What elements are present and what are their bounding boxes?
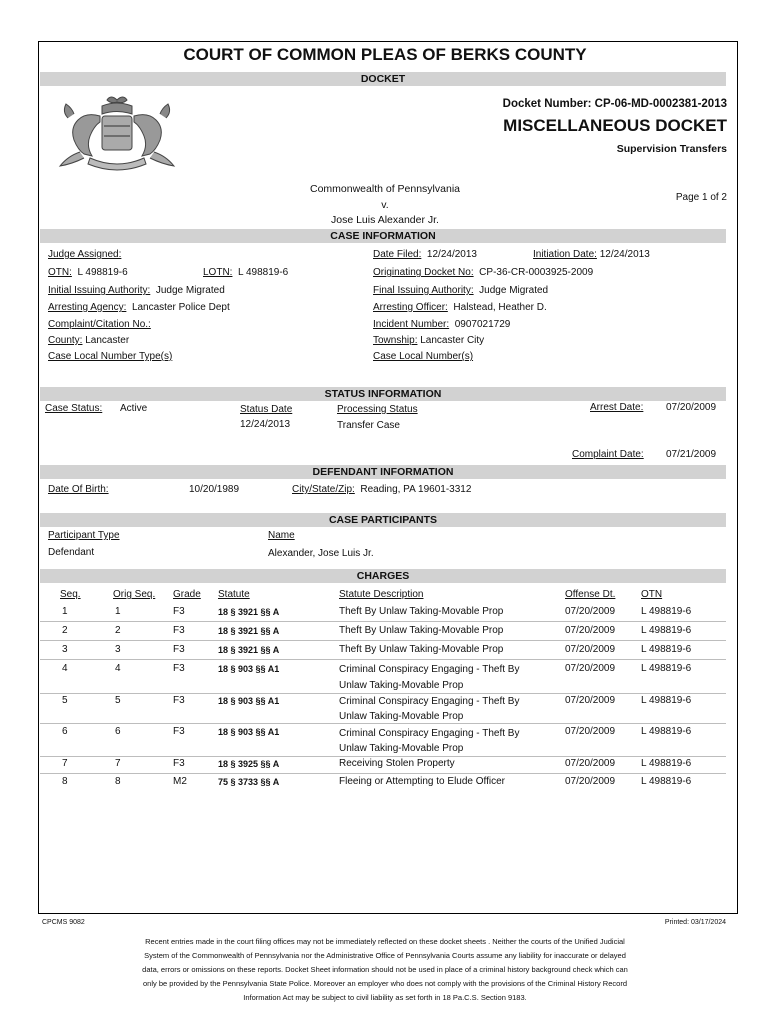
charge-statute: 75 § 3733 §§ A [218, 777, 280, 787]
row-divider [40, 640, 726, 641]
col-offense-date: Offense Dt. [565, 589, 616, 600]
charge-description: Theft By Unlaw Taking-Movable Prop [339, 625, 504, 636]
charge-seq: 2 [62, 625, 68, 636]
charge-orig-seq: 8 [115, 776, 121, 787]
docket-subtitle: Supervision Transfers [616, 143, 727, 155]
disclaimer-line: System of the Commonwealth of Pennsylvania nor the Administrative Office of Pennsylvania Courts assume any liability for inaccurate or delayed [144, 951, 626, 960]
row-divider [40, 773, 726, 774]
charge-description: Receiving Stolen Property [339, 758, 455, 769]
processing-status-value: Transfer Case [337, 420, 400, 431]
initial-authority-field: Initial Issuing Authority: Judge Migrated [48, 285, 225, 296]
charge-seq: 8 [62, 776, 68, 787]
arresting-officer-field: Arresting Officer: Halstead, Heather D. [373, 302, 547, 313]
docket-type: MISCELLANEOUS DOCKET [503, 116, 727, 135]
charge-orig-seq: 6 [115, 726, 121, 737]
charge-offense-date: 07/20/2009 [565, 695, 616, 706]
docket-bar: DOCKET [40, 72, 726, 86]
charge-statute: 18 § 903 §§ A1 [218, 696, 280, 706]
charge-offense-date: 07/20/2009 [565, 776, 616, 787]
charge-seq: 5 [62, 695, 68, 706]
disclaimer [80, 935, 690, 1005]
charge-otn: L 498819-6 [641, 644, 692, 655]
col-statute-description: Statute Description [339, 589, 424, 600]
col-orig-seq: Orig Seq. [113, 589, 156, 600]
charge-grade: F3 [173, 726, 185, 737]
charge-grade: F3 [173, 695, 185, 706]
charge-description: Theft By Unlaw Taking-Movable Prop [339, 606, 504, 617]
caption-line-1: Commonwealth of Pennsylvania [310, 183, 460, 195]
originating-docket-field: Originating Docket No: CP-36-CR-0003925-2009 [373, 267, 594, 278]
date-filed-field: Date Filed: 12/24/2013 [373, 249, 477, 260]
charge-grade: F3 [173, 625, 185, 636]
charge-statute: 18 § 3921 §§ A [218, 626, 280, 636]
local-number-type-label: Case Local Number Type(s) [48, 351, 173, 362]
disclaimer-line: Information Act may be subject to civil liability as set forth in 18 Pa.C.S. Section 9183. [243, 993, 527, 1002]
participant-name-value: Alexander, Jose Luis Jr. [268, 548, 374, 559]
charge-offense-date: 07/20/2009 [565, 758, 616, 769]
incident-number-field: Incident Number: 0907021729 [373, 319, 511, 330]
case-status-label: Case Status: [45, 403, 103, 414]
charge-description-cont: Unlaw Taking-Movable Prop [339, 743, 464, 754]
status-info-bar: STATUS INFORMATION [40, 387, 726, 401]
final-authority-field: Final Issuing Authority: Judge Migrated [373, 285, 549, 296]
charge-orig-seq: 7 [115, 758, 121, 769]
disclaimer-line: data, errors or omissions on these reports. Docket Sheet information should not be used in place of a criminal history background check which can [142, 965, 628, 974]
caption-line-3: Jose Luis Alexander Jr. [331, 214, 439, 226]
complaint-label: Complaint/Citation No.: [48, 319, 151, 330]
defendant-info-bar: DEFENDANT INFORMATION [40, 465, 726, 479]
participant-type-value: Defendant [48, 547, 95, 558]
printed-date: Printed: 03/17/2024 [664, 919, 726, 926]
county-field: County: Lancaster [48, 335, 130, 346]
charge-grade: F3 [173, 606, 185, 617]
court-title: COURT OF COMMON PLEAS OF BERKS COUNTY [183, 45, 587, 64]
charge-description: Criminal Conspiracy Engaging - Theft By [339, 728, 520, 739]
charge-seq: 1 [62, 606, 68, 617]
charge-otn: L 498819-6 [641, 776, 692, 787]
charge-description: Criminal Conspiracy Engaging - Theft By [339, 664, 520, 675]
charge-seq: 7 [62, 758, 68, 769]
lotn-field: LOTN: L 498819-6 [203, 267, 289, 278]
status-date-label: Status Date [240, 404, 293, 415]
city-state-zip-field: City/State/Zip: Reading, PA 19601-3312 [292, 484, 472, 495]
arrest-date-value: 07/20/2009 [666, 402, 717, 413]
township-field: Township: Lancaster City [373, 335, 485, 346]
charge-grade: F3 [173, 663, 185, 674]
dob-label: Date Of Birth: [48, 484, 109, 495]
charge-offense-date: 07/20/2009 [565, 625, 616, 636]
participant-type-label: Participant Type [48, 530, 120, 541]
complaint-date-label: Complaint Date: [572, 449, 644, 460]
col-otn: OTN [641, 589, 663, 600]
charge-orig-seq: 3 [115, 644, 121, 655]
charge-otn: L 498819-6 [641, 663, 692, 674]
charge-description: Criminal Conspiracy Engaging - Theft By [339, 696, 520, 707]
charge-offense-date: 07/20/2009 [565, 606, 616, 617]
charge-otn: L 498819-6 [641, 625, 692, 636]
charge-orig-seq: 4 [115, 663, 121, 674]
row-divider [40, 723, 726, 724]
docket-number: Docket Number: CP-06-MD-0002381-2013 [502, 98, 727, 110]
charge-seq: 3 [62, 644, 68, 655]
participants-bar: CASE PARTICIPANTS [40, 513, 726, 527]
charge-otn: L 498819-6 [641, 606, 692, 617]
charges-bar: CHARGES [40, 569, 726, 583]
col-grade: Grade [173, 589, 201, 600]
charge-description: Fleeing or Attempting to Elude Officer [339, 776, 506, 787]
arresting-agency-field: Arresting Agency: Lancaster Police Dept [48, 302, 230, 313]
charge-description-cont: Unlaw Taking-Movable Prop [339, 711, 464, 722]
row-divider [40, 693, 726, 694]
charge-description: Theft By Unlaw Taking-Movable Prop [339, 644, 504, 655]
disclaimer-line: only be provided by the Pennsylvania State Police. Moreover an employer who does not comply with the provisions of the Criminal History Record [143, 979, 627, 988]
row-divider [40, 659, 726, 660]
otn-field: OTN: L 498819-6 [48, 267, 128, 278]
charge-statute: 18 § 3921 §§ A [218, 607, 280, 617]
arrest-date-label: Arrest Date: [590, 402, 644, 413]
caption-line-2: v. [381, 199, 389, 211]
charge-statute: 18 § 3925 §§ A [218, 759, 280, 769]
charge-statute: 18 § 903 §§ A1 [218, 727, 280, 737]
judge-label: Judge Assigned: [48, 249, 122, 260]
status-date-value: 12/24/2013 [240, 419, 291, 430]
local-number-label: Case Local Number(s) [373, 351, 474, 362]
charge-grade: M2 [173, 776, 187, 787]
pennsylvania-seal-icon [50, 92, 185, 177]
page-number: Page 1 of 2 [675, 192, 727, 203]
processing-status-label: Processing Status [337, 404, 418, 415]
complaint-date-value: 07/21/2009 [666, 449, 717, 460]
charge-seq: 4 [62, 663, 68, 674]
charge-otn: L 498819-6 [641, 758, 692, 769]
case-status-value: Active [120, 403, 148, 414]
row-divider [40, 756, 726, 757]
charge-grade: F3 [173, 644, 185, 655]
charge-offense-date: 07/20/2009 [565, 644, 616, 655]
disclaimer-line: Recent entries made in the court filing offices may not be immediately reflected on these docket sheets . Neither the courts of the Unified Judicial [145, 937, 625, 946]
charge-description-cont: Unlaw Taking-Movable Prop [339, 680, 464, 691]
form-id: CPCMS 9082 [42, 919, 85, 926]
charge-offense-date: 07/20/2009 [565, 726, 616, 737]
dob-value: 10/20/1989 [189, 484, 240, 495]
initiation-date-field: Initiation Date: 12/24/2013 [533, 249, 650, 260]
charge-orig-seq: 2 [115, 625, 121, 636]
charge-statute: 18 § 3921 §§ A [218, 645, 280, 655]
charge-statute: 18 § 903 §§ A1 [218, 664, 280, 674]
participant-name-label: Name [268, 530, 295, 541]
row-divider [40, 621, 726, 622]
col-seq: Seq. [60, 589, 81, 600]
charge-orig-seq: 1 [115, 606, 121, 617]
case-info-bar: CASE INFORMATION [40, 229, 726, 243]
charge-otn: L 498819-6 [641, 726, 692, 737]
charge-grade: F3 [173, 758, 185, 769]
charge-seq: 6 [62, 726, 68, 737]
charge-orig-seq: 5 [115, 695, 121, 706]
charge-otn: L 498819-6 [641, 695, 692, 706]
charge-offense-date: 07/20/2009 [565, 663, 616, 674]
col-statute: Statute [218, 589, 250, 600]
